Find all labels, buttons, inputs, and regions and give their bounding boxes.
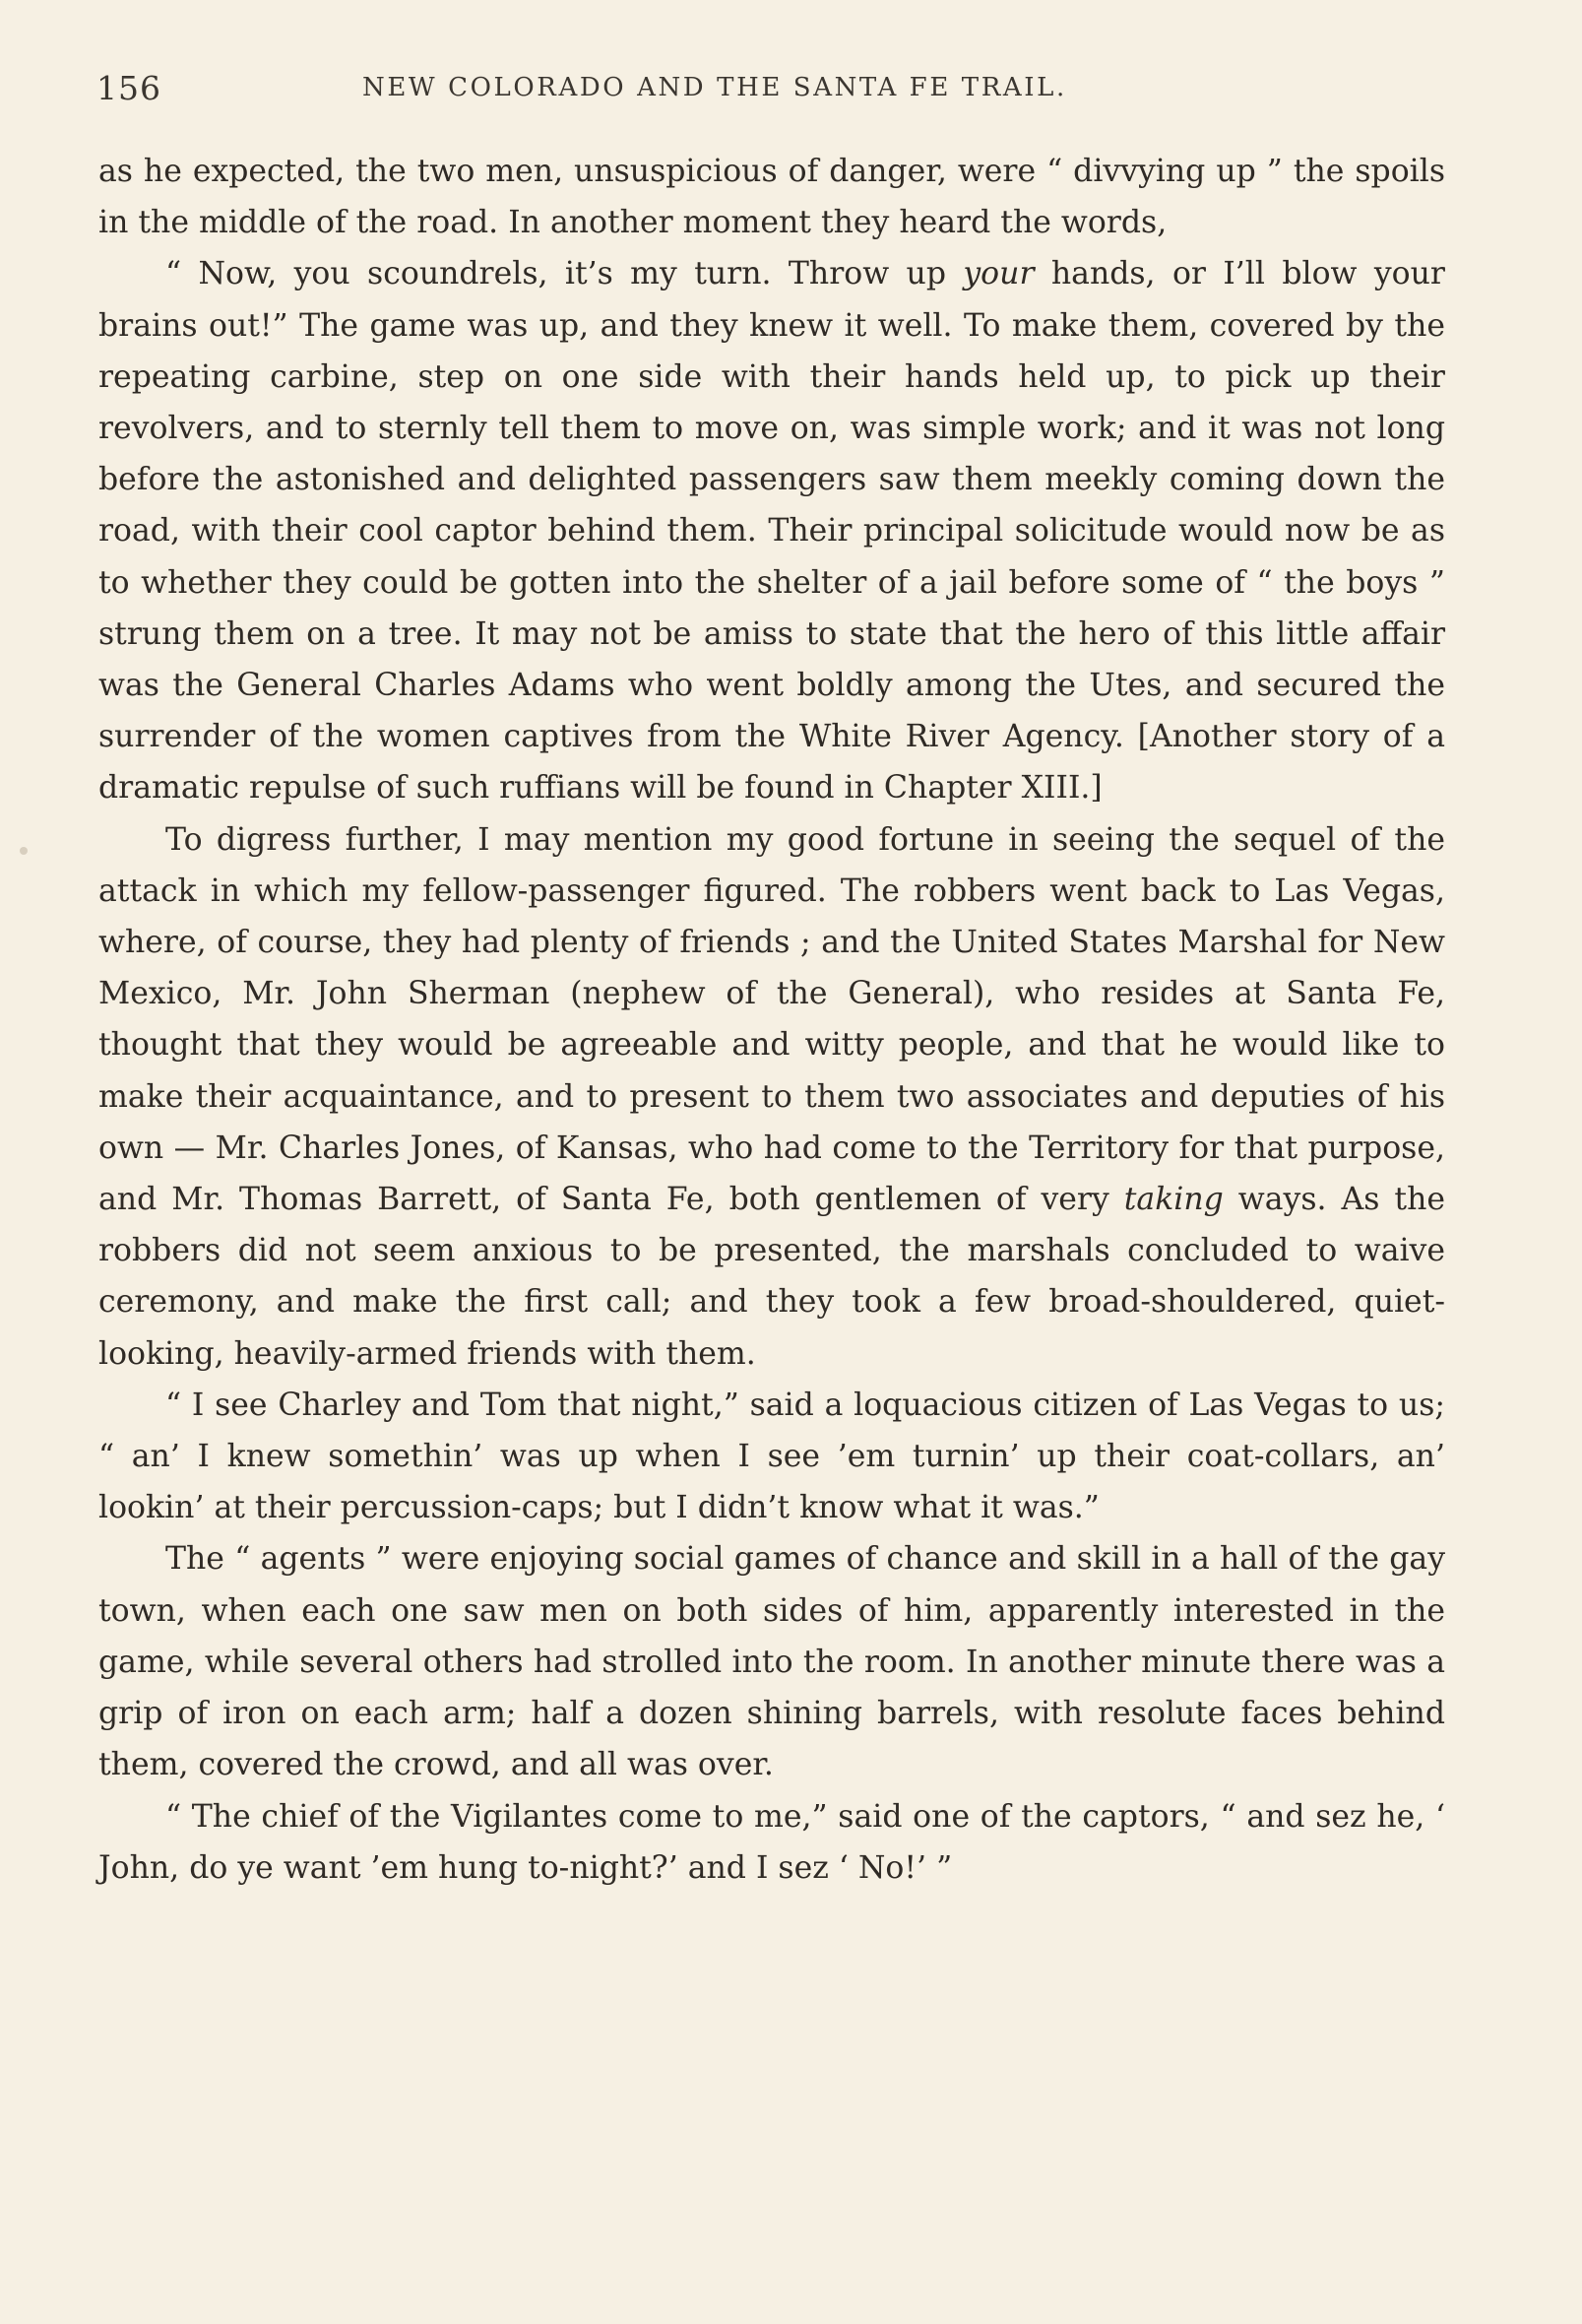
running-head — [96, 69, 1445, 118]
paragraph-text-continued: ways. As the robbers did not seem anxious to be presented, the marshals concluded to waive ceremony, and make the first call; and they took a few broad-shouldered, quiet-looking, heavily-armed friends with them. — [98, 1182, 1445, 1372]
paragraph — [98, 248, 1445, 813]
paragraph-text-continued: hands, or I’ll blow your brains out!” The game was up, and they knew it well. To make them, covered by the repeating carbine, step on one side with their hands held up, to pick up their revolvers, and to sternly tell them to move on, was simple work; and it was not long before the astonished and delighted passengers saw them meekly coming down the road, with their cool captor behind them. Their principal solicitude would now be as to whether they could be gotten into the shelter of a jail before some of “ the boys ” strung them on a tree. It may not be amiss to state that the hero of this little affair was the General Charles Adams who went boldly among the Utes, and secured the surrender of the women captives from the White River Agency. [Another story of a dramatic repulse of such ruffians will be found in Chapter XIII.] — [98, 256, 1445, 807]
body-text — [98, 146, 1445, 1894]
paragraph-text: as he expected, the two men, unsuspicious of danger, were “ divvying up ” the spoils in the middle of the road. In another moment they heard the words, — [98, 154, 1445, 241]
running-title: NEW COLORADO AND THE SANTA FE TRAIL. — [362, 73, 1067, 102]
paragraph-text: “ I see Charley and Tom that night,” said a loquacious citizen of Las Vegas to us; “ an’ I knew somethin’ was up when I see ’em turnin’ up their coat-collars, an’ lookin’ at their percussion-caps; but I didn’t know what it was.” — [98, 1387, 1445, 1526]
italic-emphasis: your — [963, 256, 1035, 292]
paragraph — [98, 814, 1445, 1380]
paragraph-text: The “ agents ” were enjoying social games of chance and skill in a hall of the gay town, when each one saw men on both sides of him, apparently interested in the game, while several others had strolled into the room. In another minute there was a grip of iron on each arm; half a dozen shining barrels, with resolute faces behind them, covered the crowd, and all was over. — [98, 1541, 1445, 1783]
italic-emphasis: taking — [1123, 1182, 1224, 1218]
paragraph-continued — [98, 146, 1445, 248]
paragraph-text: “ The chief of the Vigilantes come to me,” said one of the captors, “ and sez he, ‘ John, do ye want ’em hung to-night?’ and I sez ‘ No!’ ” — [98, 1798, 1445, 1886]
margin-speck — [20, 847, 28, 855]
paragraph-text: To digress further, I may mention my good fortune in seeing the sequel of the attack in which my fellow-passenger figured. The robbers went back to Las Vegas, where, of course, they had plenty of friends ; and the United States Marshal for New Mexico, Mr. John Sherman (nephew of the General), who resides at Santa Fe, thought that they would be agreeable and witty people, and that he would like to make their acquaintance, and to present to them two associates and deputies of his own — Mr. Charles Jones, of Kansas, who had come to the Territory for that purpose, and Mr. Thomas Barrett, of Santa Fe, both gentlemen of very — [98, 821, 1445, 1218]
paragraph-text: “ Now, you scoundrels, it’s my turn. Throw up — [165, 256, 964, 292]
paragraph — [98, 1380, 1445, 1534]
paragraph — [98, 1533, 1445, 1790]
paragraph — [98, 1791, 1445, 1894]
page-number: 156 — [96, 69, 161, 107]
